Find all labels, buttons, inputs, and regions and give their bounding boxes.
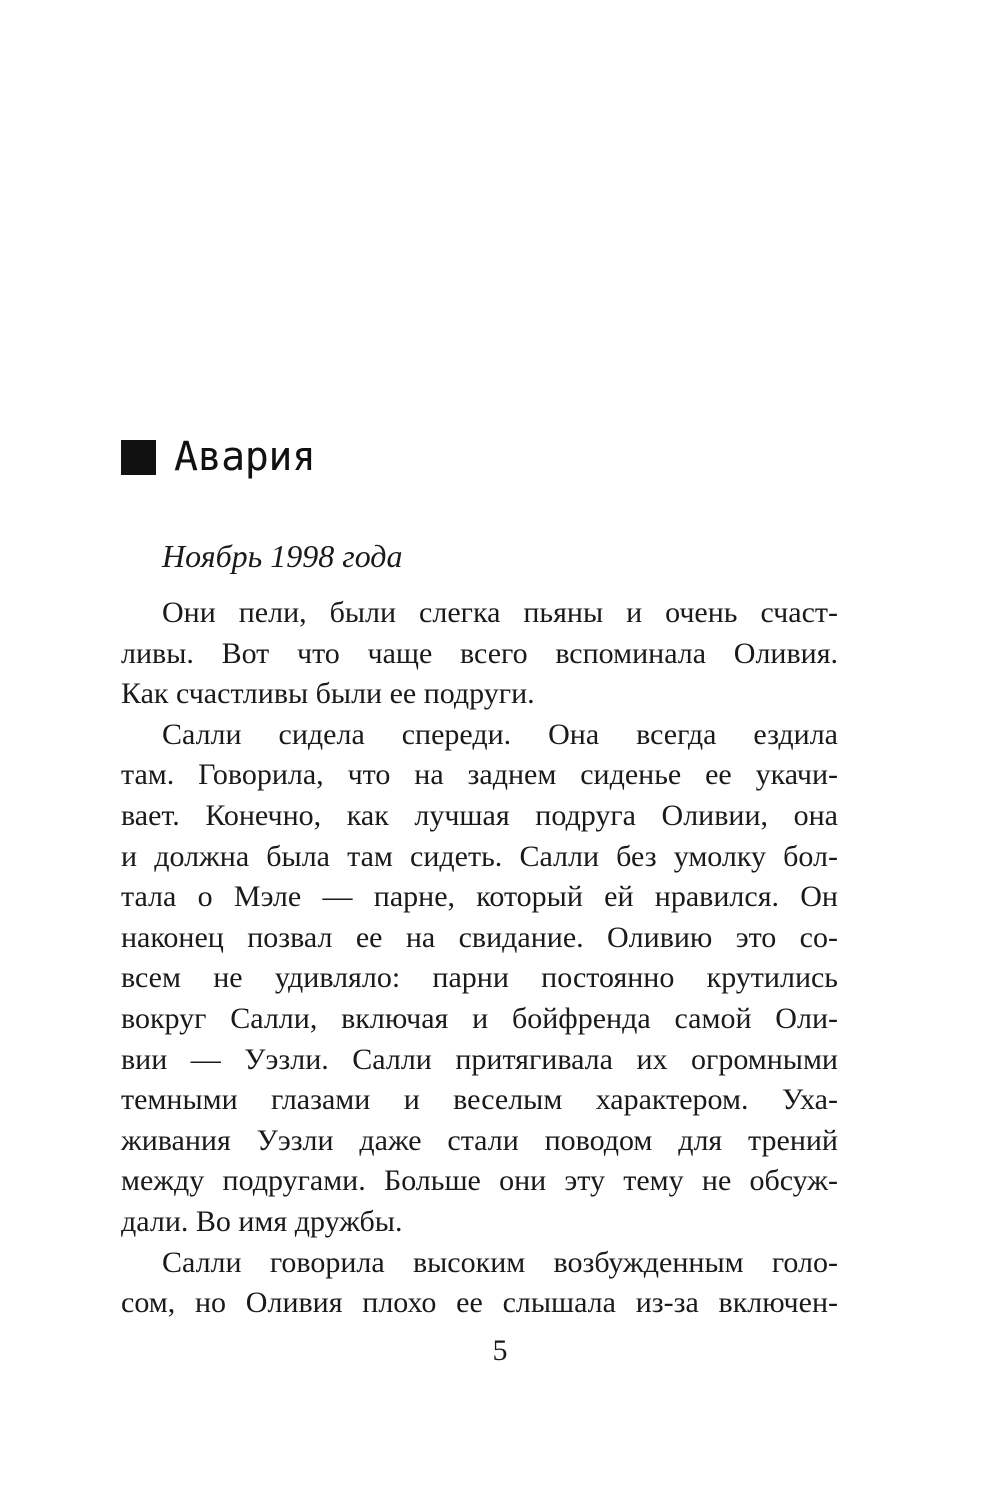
square-bullet-icon	[121, 440, 156, 475]
text-line: Как счастливы были ее подруги.	[121, 677, 535, 711]
text-line: всем не удивляло: парни постоянно крутились	[121, 961, 838, 995]
dateline: Ноябрь 1998 года	[162, 538, 403, 574]
text-line: темными глазами и веселым характером. Уха-	[121, 1083, 838, 1117]
text-line: Салли говорила высоким возбужденным голо-	[162, 1245, 838, 1279]
text-line: между подругами. Больше они эту тему не обсуж-	[121, 1164, 838, 1198]
text-line: ливы. Вот что чаще всего вспоминала Оливия.	[121, 636, 838, 670]
text-line: сом, но Оливия плохо ее слышала из-за включен-	[121, 1286, 838, 1320]
page-number: 5	[492, 1334, 508, 1367]
chapter-heading	[121, 426, 316, 488]
text-line: наконец позвал ее на свидание. Оливию это со-	[121, 920, 838, 954]
text-line: вии — Уэзли. Салли притягивала их огромными	[121, 1042, 838, 1076]
text-line: дали. Во имя дружбы.	[121, 1204, 403, 1238]
text-line: там. Говорила, что на заднем сиденье ее укачи-	[121, 758, 838, 792]
text-line: и должна была там сидеть. Салли без умолку бол-	[121, 839, 838, 873]
chapter-title: Авария	[174, 434, 316, 480]
text-line: вает. Конечно, как лучшая подруга Оливии, она	[121, 798, 838, 832]
text-line: вокруг Салли, включая и бойфренда самой Оли-	[121, 1001, 838, 1035]
text-line: тала о Мэле — парне, который ей нравился. Он	[121, 880, 838, 914]
text-line: Салли сидела спереди. Она всегда ездила	[162, 717, 838, 751]
text-line: живания Уэзли даже стали поводом для трений	[121, 1123, 838, 1157]
body-text	[121, 593, 838, 1324]
text-line: Они пели, были слегка пьяны и очень счаст-	[162, 596, 838, 629]
